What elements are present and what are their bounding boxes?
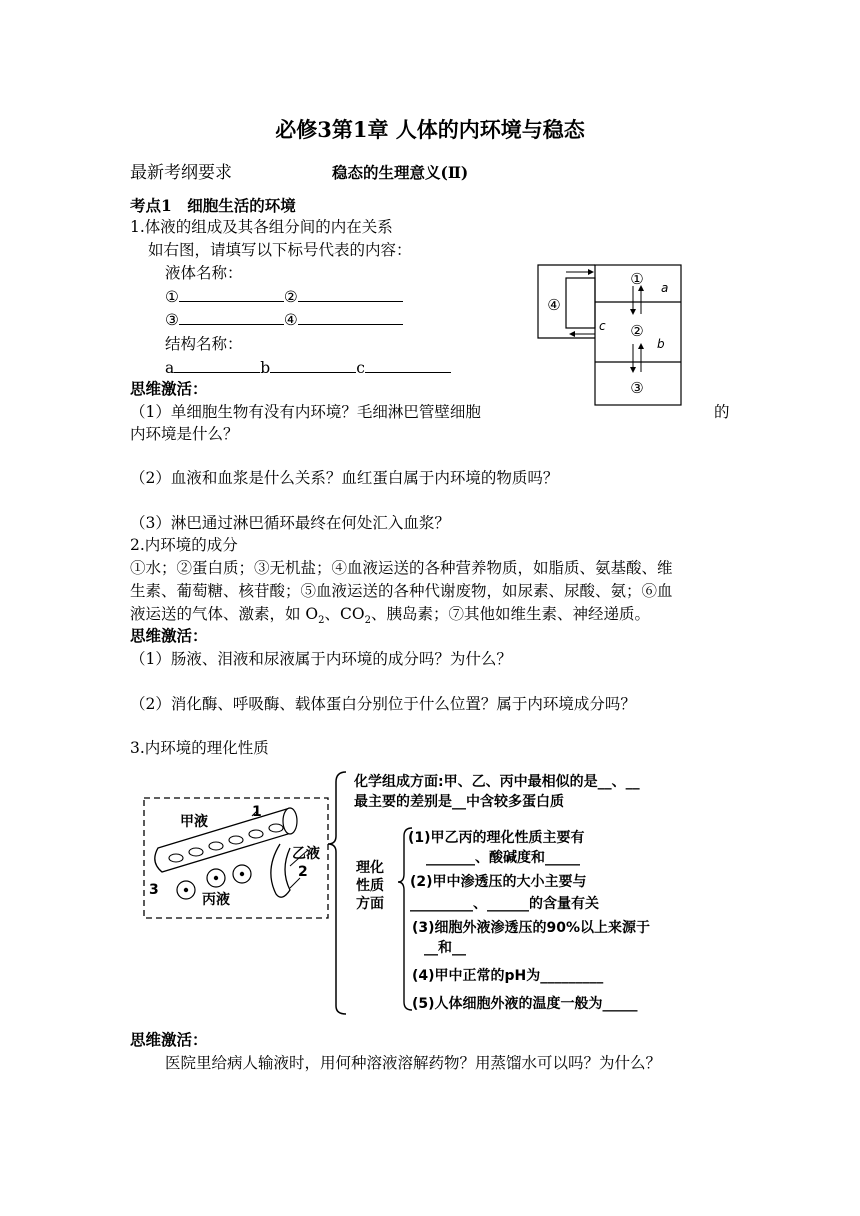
fluid-blanks-row2: [165, 309, 403, 331]
question-1-1c: 内环境是什么？: [130, 425, 239, 443]
section2-line3-part2: 、CO: [324, 605, 365, 623]
fluid-blanks-row1: [165, 286, 403, 308]
phys-p2a: (2)甲中渗透压的大小主要与: [410, 874, 587, 890]
subscript-2-b: 2: [364, 615, 371, 627]
question-2-2: （2）消化酶、呼吸酶、载体蛋白分别位于什么位置？属于内环境成分吗？: [130, 695, 636, 713]
struct-a-marker: a: [165, 359, 175, 377]
section1-heading: 考点1 细胞生活的环境: [130, 196, 296, 215]
struct-b-blank[interactable]: [270, 357, 356, 373]
question-1-2: （2）血液和血浆是什么关系？血红蛋白属于内环境的物质吗？: [130, 469, 559, 487]
section2-line2: 生素、葡萄糖、核苷酸；⑤血液运送的各种代谢废物，如尿素、尿酸、氨；⑥血: [130, 582, 673, 600]
label-jia: 甲液: [180, 814, 208, 830]
struct-b-marker: b: [260, 359, 271, 377]
fluid-2-blank[interactable]: [298, 286, 403, 302]
phys-label-3: 方面: [356, 896, 384, 912]
question-1-3: （3）淋巴通过淋巴循环最终在何处汇入血浆？: [130, 514, 450, 532]
fluid-4-blank[interactable]: [298, 309, 403, 325]
diagram-label-1: ①: [630, 270, 644, 288]
section2-line3-part3: 、胰岛素；⑦其他如维生素、神经递质。: [370, 605, 650, 623]
fluid-3-blank[interactable]: [179, 309, 284, 325]
diagram-label-4: ④: [547, 296, 561, 314]
section2-line3-part1: 液运送的气体、激素，如 O: [130, 605, 319, 623]
think-label-1: 思维激活：: [130, 379, 208, 398]
internal-environment-diagram: [140, 766, 720, 1028]
struct-a-blank[interactable]: [174, 357, 260, 373]
diagram-label-2: ②: [630, 322, 644, 340]
question-4: 医院里给病人输液时，用何种溶液溶解药物？用蒸馏水可以吗？为什么？: [165, 1054, 662, 1072]
phys-p3b: __和__: [424, 940, 466, 956]
struct-c-marker: c: [356, 359, 365, 377]
diagram-frame: [538, 265, 681, 405]
structure-label: 结构名称：: [165, 335, 243, 353]
fluid-1-marker: ①: [165, 288, 179, 306]
label-bing: 丙液: [202, 892, 230, 908]
section2-line1: ①水；②蛋白质；③无机盐；④血液运送的各种营养物质，如脂质、氨基酸、维: [130, 559, 673, 577]
section2-line3: [130, 603, 650, 632]
label-n1: 1: [252, 804, 262, 820]
fluid-4-marker: ④: [283, 311, 298, 329]
phys-p1b: _______、酸碱度和_____: [426, 850, 580, 866]
fluid-label: 液体名称：: [165, 264, 243, 282]
question-2-1: （1）肠液、泪液和尿液属于内环境的成分吗？为什么？: [130, 650, 512, 668]
diagram-label-c: c: [599, 319, 606, 333]
struct-c-blank[interactable]: [365, 357, 451, 373]
diagram-label-3: ③: [630, 379, 644, 397]
phys-p5: (5)人体细胞外液的温度一般为_____: [412, 996, 638, 1012]
label-n3: 3: [149, 882, 159, 898]
fluid-2-marker: ②: [283, 288, 298, 306]
subscript-2-a: 2: [318, 615, 325, 627]
diagram-label-a: a: [661, 281, 669, 295]
section1-instruction: 如右图，请填写以下标号代表的内容：: [148, 241, 412, 259]
requirement-label: 最新考纲要求: [130, 163, 232, 183]
tissue-illustration: [144, 798, 328, 918]
phys-p3a: (3)细胞外液渗透压的90%以上来源于: [412, 920, 651, 936]
phys-p4: (4)甲中正常的pH为_________: [412, 968, 604, 984]
fluid-1-blank[interactable]: [179, 286, 284, 302]
chem-line1: 化学组成方面:甲、乙、丙中最相似的是__、__: [354, 774, 640, 790]
label-n2: 2: [298, 864, 308, 880]
phys-p1a: (1)甲乙丙的理化性质主要有: [408, 830, 585, 846]
structure-blanks-row: [165, 357, 451, 379]
body-fluid-diagram: [530, 258, 690, 408]
phys-label-2: 性质: [356, 878, 384, 894]
question-1-1a: （1）单细胞生物有没有内环境？毛细淋巴管壁细胞: [130, 403, 481, 421]
inner-brace: [398, 828, 412, 1010]
think-label-3: 思维激活：: [130, 1030, 208, 1049]
phys-p2b: _________、______的含量有关: [410, 896, 599, 912]
diagram-label-b: b: [657, 337, 665, 351]
section3-heading: 3.内环境的理化性质: [130, 739, 269, 757]
label-yi: 乙液: [292, 846, 320, 862]
requirement-value: 稳态的生理意义(Ⅱ): [332, 163, 469, 182]
phys-label-1: 理化: [356, 860, 384, 876]
chem-line2: 最主要的差别是__中含较多蛋白质: [354, 794, 564, 810]
question-1-1b: 的: [714, 403, 730, 421]
outer-brace: [328, 772, 346, 1014]
section2-heading: 2.内环境的成分: [130, 536, 238, 554]
think-label-2: 思维激活：: [130, 626, 208, 645]
section1-item1: 1.体液的组成及其各组分间的内在关系: [130, 218, 393, 236]
page-title: 必修3第1章 人体的内环境与稳态: [275, 117, 585, 142]
fluid-3-marker: ③: [165, 311, 179, 329]
